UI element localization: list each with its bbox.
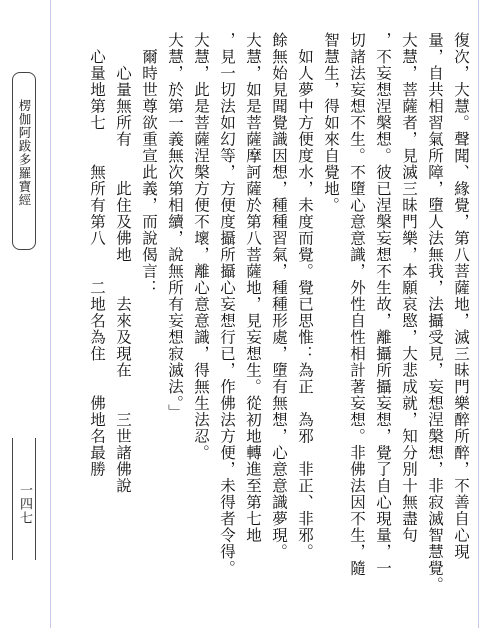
- text-column: ，不妄想涅槃想。彼已涅槃妄想不生故，離攝所攝妄想，覺了自心現量，一: [374, 32, 392, 577]
- text-column: 復次，大慧。聲聞、緣覺，第八菩薩地，滅三昧門樂醉所醉，不善自心現: [452, 32, 470, 560]
- text-column: 如人夢中方便度水，未度而覺。覺已思惟：為正 為邪 非正、非邪。: [296, 32, 314, 560]
- text-column: 大慧，此是菩薩涅槃方便不壞，離心意意識，得無生法忍。: [192, 32, 210, 461]
- text-column: 心量無所有 此住及佛地 去來及現在 三世諸佛說: [114, 32, 132, 494]
- text-column: 量，自共相習氣所障，墮人法無我，法攝受見，妄想涅槃想，非寂滅智慧覺。: [426, 32, 444, 593]
- text-column: 大慧，於第一義無次第相續，說無所有妄想寂滅法。」: [166, 32, 184, 421]
- text-column: 餘無始見聞覺識因想，種種習氣，種種形處，墮有無想，心意意識夢現。: [270, 32, 288, 560]
- book-title: 楞伽阿跋多羅寶經: [17, 99, 32, 207]
- text-column: 爾時世尊欲重宣此義，而說偈言：: [140, 32, 158, 296]
- text-body: [52, 0, 481, 628]
- text-column: 大慧，菩薩者，見滅三昧門樂，本願哀愍，大悲成就，知分別十無盡句: [400, 32, 418, 544]
- text-column: ，見一切法如幻等，方便度攝所攝心妄想行已，作佛法方便，未得者令得。: [218, 32, 236, 577]
- text-column: 心量地第七 無所有第八 二地名為住 佛地名最勝: [88, 32, 106, 478]
- page-number-box: [12, 438, 36, 560]
- book-title-box: [12, 72, 36, 250]
- page-number: 一四七: [17, 483, 32, 525]
- text-column: 智慧生，得如來自覺地。: [322, 32, 340, 214]
- page-border-left: [50, 0, 51, 628]
- text-column: 大慧，如是菩薩摩訶薩於第八菩薩地，見妄想生。從初地轉進至第七地: [244, 32, 262, 544]
- text-column: 切諸法妄想不生。不墮心意意識，外性自性相計著妄想。非佛法因不生，隨: [348, 32, 366, 577]
